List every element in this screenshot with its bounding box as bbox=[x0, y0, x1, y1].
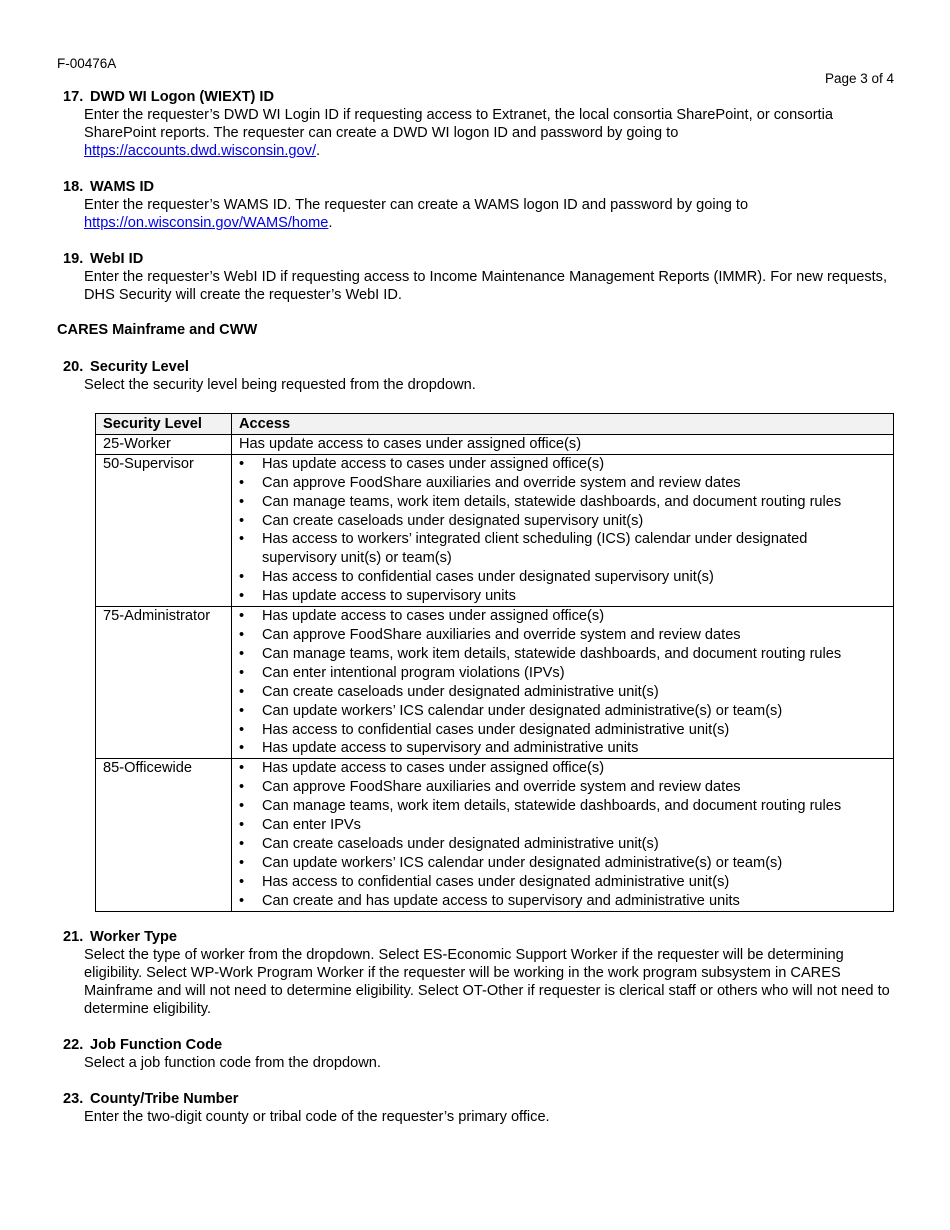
list-item: • Has access to workers’ integrated client scheduling (ICS) calendar under designated supervisory unit(s) or team(s) bbox=[239, 531, 808, 567]
security-level-table bbox=[95, 413, 894, 912]
item-19-text: Enter the requester’s WebI ID if requesting access to Income Maintenance Management Reports (IMMR). For new requests, DHS Security will create the requester’s WebI ID. bbox=[84, 269, 888, 303]
list-item: • Can enter intentional program violations (IPVs) bbox=[239, 664, 565, 681]
access-list bbox=[239, 607, 886, 758]
access-cell bbox=[232, 607, 894, 759]
level-cell: 25-Worker bbox=[96, 434, 232, 454]
header-security-level: Security Level bbox=[96, 414, 232, 435]
list-item: • Has access to confidential cases under designated administrative unit(s) bbox=[239, 873, 730, 890]
table-row bbox=[96, 434, 894, 454]
item-21-heading: 21. Worker Type bbox=[63, 929, 178, 945]
list-item: • Can create caseloads under designated supervisory unit(s) bbox=[239, 512, 644, 529]
list-item: • Can create caseloads under designated administrative unit(s) bbox=[239, 835, 659, 852]
item-23-text: Enter the two-digit county or tribal code of the requester’s primary office. bbox=[84, 1109, 550, 1125]
access-cell: Has update access to cases under assigned office(s) bbox=[232, 434, 894, 454]
dwd-accounts-link[interactable]: https://accounts.dwd.wisconsin.gov/ bbox=[84, 143, 316, 159]
header-access: Access bbox=[232, 414, 894, 435]
item-20-heading: 20. Security Level bbox=[63, 359, 189, 375]
list-item: • Has update access to supervisory and administrative units bbox=[239, 740, 639, 757]
list-item: • Can create and has update access to supervisory and administrative units bbox=[239, 892, 740, 909]
item-23-heading: 23. County/Tribe Number bbox=[63, 1091, 239, 1107]
list-item: • Can manage teams, work item details, statewide dashboards, and document routing rules bbox=[239, 493, 842, 510]
item-22-text: Select a job function code from the dropdown. bbox=[84, 1055, 381, 1071]
item-18 bbox=[63, 178, 893, 232]
access-cell bbox=[232, 759, 894, 911]
item-22 bbox=[63, 1036, 893, 1072]
page-number: Page 3 of 4 bbox=[824, 71, 894, 86]
item-21-text: Select the type of worker from the dropdown. Select ES-Economic Support Worker if the requester will be determining eligibility. Select WP-Work Program Worker if the requester will be working in the work program subsystem in CARES Mainframe and will not need to determine eligibility. Select OT-Other if requester is clerical staff or others who will not need to determine eligibility. bbox=[84, 947, 890, 1017]
list-item: • Has update access to cases under assigned office(s) bbox=[239, 608, 605, 625]
list-item: • Has update access to cases under assigned office(s) bbox=[239, 760, 605, 777]
list-item: • Has access to confidential cases under designated supervisory unit(s) bbox=[239, 569, 714, 586]
list-item: • Has update access to supervisory units bbox=[239, 588, 516, 605]
item-19-heading: 19. WebI ID bbox=[63, 251, 144, 267]
item-19 bbox=[63, 250, 893, 304]
list-item: • Can manage teams, work item details, statewide dashboards, and document routing rules bbox=[239, 798, 842, 815]
table-header-row bbox=[96, 414, 894, 435]
list-item: • Can manage teams, work item details, statewide dashboards, and document routing rules bbox=[239, 645, 842, 662]
item-20-text: Select the security level being requested from the dropdown. bbox=[84, 377, 476, 393]
level-cell: 85-Officewide bbox=[96, 759, 232, 911]
table-row bbox=[96, 607, 894, 759]
list-item: • Can approve FoodShare auxiliaries and override system and review dates bbox=[239, 779, 741, 796]
item-18-text: Enter the requester’s WAMS ID. The requester can create a WAMS logon ID and password by going to https://on.wisconsin.gov/WAMS/home. bbox=[84, 197, 749, 231]
access-list bbox=[239, 759, 886, 910]
wams-link[interactable]: https://on.wisconsin.gov/WAMS/home bbox=[84, 215, 329, 231]
list-item: • Has access to confidential cases under designated administrative unit(s) bbox=[239, 721, 730, 738]
item-20 bbox=[63, 358, 893, 394]
level-cell: 75-Administrator bbox=[96, 607, 232, 759]
item-23 bbox=[63, 1090, 893, 1126]
item-22-heading: 22. Job Function Code bbox=[63, 1037, 223, 1053]
form-id: F-00476A bbox=[57, 56, 117, 71]
section-title: CARES Mainframe and CWW bbox=[57, 322, 258, 338]
list-item: • Can update workers’ ICS calendar under designated administrative(s) or team(s) bbox=[239, 702, 783, 719]
level-cell: 50-Supervisor bbox=[96, 454, 232, 606]
item-18-heading: 18. WAMS ID bbox=[63, 179, 155, 195]
list-item: • Can update workers’ ICS calendar under designated administrative(s) or team(s) bbox=[239, 854, 783, 871]
list-item: • Can create caseloads under designated administrative unit(s) bbox=[239, 683, 659, 700]
list-item: • Can approve FoodShare auxiliaries and override system and review dates bbox=[239, 626, 741, 643]
access-cell bbox=[232, 454, 894, 606]
list-item: • Can approve FoodShare auxiliaries and override system and review dates bbox=[239, 474, 741, 491]
list-item: • Can enter IPVs bbox=[239, 817, 361, 834]
table-row bbox=[96, 454, 894, 606]
item-21 bbox=[63, 928, 893, 1018]
access-list bbox=[239, 455, 886, 606]
item-17-heading: 17. DWD WI Logon (WIEXT) ID bbox=[63, 89, 274, 105]
item-17 bbox=[63, 88, 893, 160]
list-item: • Has update access to cases under assigned office(s) bbox=[239, 455, 605, 472]
table-row bbox=[96, 759, 894, 911]
item-17-text: Enter the requester’s DWD WI Login ID if requesting access to Extranet, the local consortia SharePoint, or consortia SharePoint reports. The requester can create a DWD WI logon ID and password by going to https://accounts.dwd.wisconsin.gov/. bbox=[84, 107, 833, 159]
